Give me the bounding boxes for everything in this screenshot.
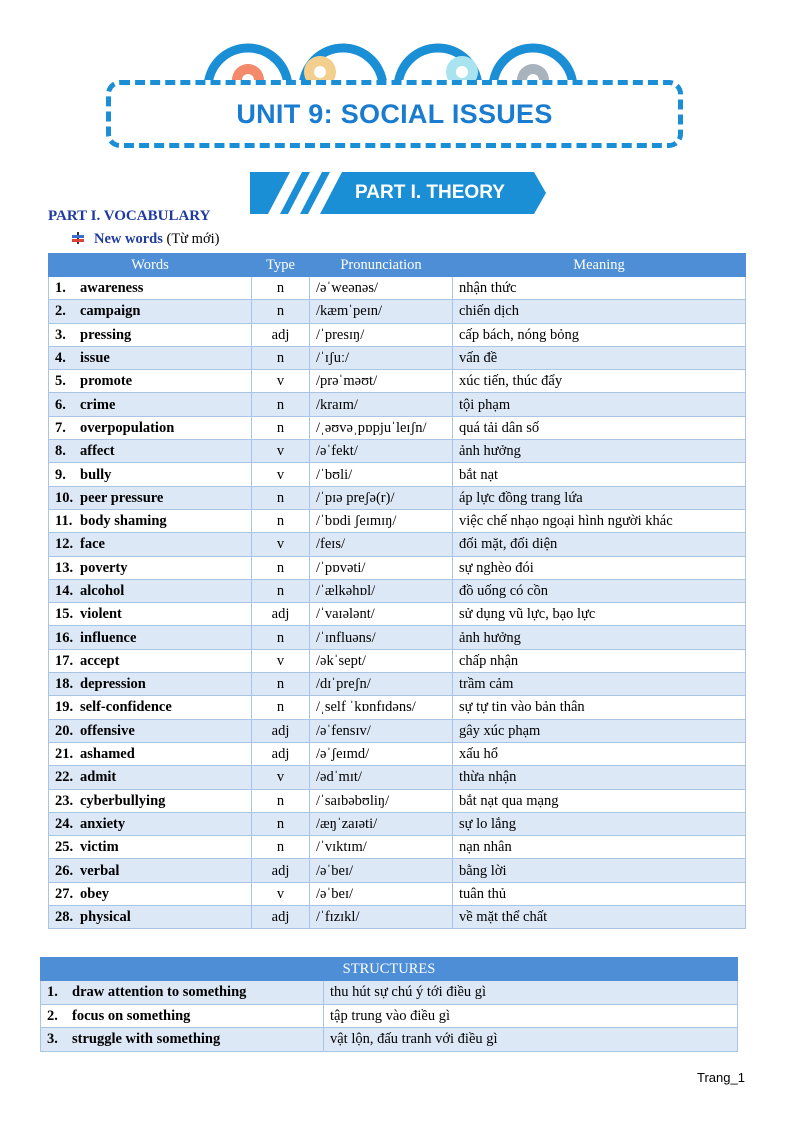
word: affect (80, 443, 115, 460)
word: offensive (80, 722, 135, 739)
word-cell (49, 556, 252, 579)
row-number: 17. (55, 652, 74, 669)
type-cell: n (252, 836, 310, 859)
table-header-row (41, 958, 738, 981)
pronunciation-cell: /əˈfensɪv/ (310, 719, 453, 742)
word-cell (49, 416, 252, 439)
word-cell (49, 486, 252, 509)
word: ashamed (80, 746, 135, 763)
page-number: Trang_1 (697, 1070, 745, 1085)
type-cell: adj (252, 742, 310, 765)
row-number: 15. (55, 606, 74, 623)
type-cell: n (252, 556, 310, 579)
row-number: 5. (55, 373, 66, 390)
table-row (49, 603, 746, 626)
meaning-cell: tội phạm (453, 393, 746, 416)
row-number: 4. (55, 350, 66, 367)
row-number: 1. (47, 984, 58, 1001)
meaning-cell: chiến dịch (453, 300, 746, 323)
word-cell (49, 277, 252, 300)
meaning-cell: vấn đề (453, 346, 746, 369)
word: awareness (80, 280, 144, 297)
table-row (49, 579, 746, 602)
word: cyberbullying (80, 792, 166, 809)
structure-meaning: thu hút sự chú ý tới điều gì (324, 981, 738, 1005)
structure-cell (41, 981, 324, 1005)
meaning-cell: về mặt thể chất (453, 906, 746, 929)
column-header: Meaning (453, 254, 746, 277)
type-cell: n (252, 696, 310, 719)
word: pressing (80, 326, 132, 343)
pronunciation-cell: /ˈvaɪələnt/ (310, 603, 453, 626)
row-number: 18. (55, 676, 74, 693)
meaning-cell: việc chế nhạo ngoại hình người khác (453, 509, 746, 532)
word: bully (80, 466, 112, 483)
word: accept (80, 652, 120, 669)
type-cell: n (252, 346, 310, 369)
row-number: 13. (55, 559, 74, 576)
meaning-cell: sự nghèo đói (453, 556, 746, 579)
structure-phrase: draw attention to something (72, 984, 247, 1001)
meaning-cell: chấp nhận (453, 649, 746, 672)
row-number: 11. (55, 513, 73, 530)
word: poverty (80, 559, 128, 576)
table-row (49, 509, 746, 532)
table-row (49, 812, 746, 835)
table-row (49, 859, 746, 882)
meaning-cell: quá tải dân số (453, 416, 746, 439)
table-row (49, 370, 746, 393)
word-cell (49, 509, 252, 532)
table-row (49, 323, 746, 346)
pronunciation-cell: /əˈbeɪ/ (310, 859, 453, 882)
pronunciation-cell: /ˈfɪzɪkl/ (310, 906, 453, 929)
meaning-cell: bắt nạt (453, 463, 746, 486)
table-row (49, 742, 746, 765)
pronunciation-cell: /ˈpɒvəti/ (310, 556, 453, 579)
word-cell (49, 789, 252, 812)
table-row (49, 277, 746, 300)
row-number: 7. (55, 419, 66, 436)
word-cell (49, 603, 252, 626)
row-number: 6. (55, 396, 66, 413)
structure-cell (41, 1028, 324, 1052)
meaning-cell: nạn nhân (453, 836, 746, 859)
pronunciation-cell: /əˈweənəs/ (310, 277, 453, 300)
table-row (49, 696, 746, 719)
meaning-cell: trầm cảm (453, 673, 746, 696)
meaning-cell: xấu hổ (453, 742, 746, 765)
pronunciation-cell: /feɪs/ (310, 533, 453, 556)
table-row (41, 981, 738, 1005)
type-cell: n (252, 277, 310, 300)
word: overpopulation (80, 419, 175, 436)
type-cell: v (252, 649, 310, 672)
meaning-cell: cấp bách, nóng bỏng (453, 323, 746, 346)
row-number: 3. (55, 326, 66, 343)
word: issue (80, 350, 110, 367)
type-cell: adj (252, 859, 310, 882)
meaning-cell: nhận thức (453, 277, 746, 300)
word-cell (49, 393, 252, 416)
type-cell: v (252, 440, 310, 463)
type-cell: n (252, 416, 310, 439)
word: depression (80, 676, 146, 693)
word-cell (49, 626, 252, 649)
meaning-cell: sự tự tin vào bản thân (453, 696, 746, 719)
word-cell (49, 673, 252, 696)
meaning-cell: sự lo lắng (453, 812, 746, 835)
row-number: 8. (55, 443, 66, 460)
word-cell (49, 836, 252, 859)
pronunciation-cell: /ˈbɒdi ʃeɪmɪŋ/ (310, 509, 453, 532)
structure-cell (41, 1004, 324, 1028)
meaning-cell: ảnh hưởng (453, 626, 746, 649)
pronunciation-cell: /əˈbeɪ/ (310, 882, 453, 905)
word: influence (80, 629, 137, 646)
row-number: 1. (55, 280, 66, 297)
word: body shaming (80, 513, 167, 530)
row-number: 22. (55, 769, 74, 786)
word-cell (49, 300, 252, 323)
pronunciation-cell: /ˌself ˈkɒnfɪdəns/ (310, 696, 453, 719)
pronunciation-cell: /ˈɪʃuː/ (310, 346, 453, 369)
meaning-cell: đồ uống có cồn (453, 579, 746, 602)
type-cell: adj (252, 603, 310, 626)
word-cell (49, 533, 252, 556)
word: alcohol (80, 583, 125, 599)
meaning-cell: ảnh hưởng (453, 440, 746, 463)
word-cell (49, 649, 252, 672)
type-cell: n (252, 393, 310, 416)
type-cell: v (252, 463, 310, 486)
table-row (49, 393, 746, 416)
table-row (49, 882, 746, 905)
pronunciation-cell: /ˈælkəhɒl/ (310, 579, 453, 602)
table-row (49, 836, 746, 859)
table-row (49, 719, 746, 742)
word-cell (49, 463, 252, 486)
row-number: 3. (47, 1031, 58, 1048)
meaning-cell: bắt nạt qua mạng (453, 789, 746, 812)
section-heading: PART I. VOCABULARY (48, 208, 211, 224)
column-header: Type (252, 254, 310, 277)
pronunciation-cell: /ədˈmɪt/ (310, 766, 453, 789)
pronunciation-cell: /əˈfekt/ (310, 440, 453, 463)
word: violent (80, 606, 122, 623)
row-number: 12. (55, 536, 74, 553)
structure-phrase: struggle with something (72, 1031, 221, 1048)
word-cell (49, 859, 252, 882)
page-title: UNIT 9: SOCIAL ISSUES (236, 99, 553, 129)
word-cell (49, 346, 252, 369)
word-cell (49, 440, 252, 463)
table-row (49, 789, 746, 812)
pronunciation-cell: /ˈbʊli/ (310, 463, 453, 486)
pronunciation-cell: /əkˈsept/ (310, 649, 453, 672)
word-cell (49, 906, 252, 929)
row-number: 16. (55, 629, 74, 646)
type-cell: v (252, 766, 310, 789)
type-cell: v (252, 882, 310, 905)
word-cell (49, 719, 252, 742)
type-cell: adj (252, 906, 310, 929)
structures-heading: STRUCTURES (41, 958, 738, 981)
row-number: 25. (55, 839, 74, 856)
meaning-cell: gây xúc phạm (453, 719, 746, 742)
pronunciation-cell: /kraɪm/ (310, 393, 453, 416)
word: victim (80, 839, 119, 856)
word-cell (49, 579, 252, 602)
table-row (49, 463, 746, 486)
word: campaign (80, 303, 141, 320)
word-cell (49, 882, 252, 905)
meaning-cell: sử dụng vũ lực, bạo lực (453, 603, 746, 626)
meaning-cell: xúc tiến, thúc đẩy (453, 370, 746, 393)
word: promote (80, 373, 133, 390)
meaning-cell: đối mặt, đối diện (453, 533, 746, 556)
row-number: 2. (55, 303, 66, 320)
meaning-cell: áp lực đồng trang lứa (453, 486, 746, 509)
pronunciation-cell: /prəˈməʊt/ (310, 370, 453, 393)
pronunciation-cell: /kæmˈpeɪn/ (310, 300, 453, 323)
row-number: 24. (55, 815, 74, 832)
type-cell: n (252, 486, 310, 509)
title-frame (106, 80, 683, 148)
subheading-rest: (Từ mới) (162, 231, 220, 247)
row-number: 20. (55, 722, 74, 739)
vocabulary-table (48, 253, 746, 929)
table-row (49, 533, 746, 556)
column-header: Words (49, 254, 252, 277)
word: self-confidence (80, 699, 172, 716)
table-row (49, 346, 746, 369)
subheading (72, 231, 219, 248)
word: peer pressure (80, 489, 164, 506)
table-row (49, 486, 746, 509)
pronunciation-cell: /ˈpresɪŋ/ (310, 323, 453, 346)
structures-table (40, 957, 738, 1052)
type-cell: adj (252, 323, 310, 346)
row-number: 28. (55, 909, 74, 926)
row-number: 27. (55, 885, 74, 902)
word-cell (49, 696, 252, 719)
meaning-cell: bằng lời (453, 859, 746, 882)
word: admit (80, 769, 117, 786)
type-cell: n (252, 300, 310, 323)
word: anxiety (80, 815, 126, 832)
pronunciation-cell: /æŋˈzaɪəti/ (310, 812, 453, 835)
word: verbal (80, 862, 120, 879)
pronunciation-cell: /ˈsaɪbəbʊliŋ/ (310, 789, 453, 812)
type-cell: n (252, 673, 310, 696)
pronunciation-cell: /əˈʃeɪmd/ (310, 742, 453, 765)
table-row (49, 556, 746, 579)
row-number: 9. (55, 466, 66, 483)
word: crime (80, 396, 116, 413)
pronunciation-cell: /ˈpɪə preʃə(r)/ (310, 486, 453, 509)
table-row (49, 626, 746, 649)
table-row (49, 766, 746, 789)
type-cell: adj (252, 719, 310, 742)
word-cell (49, 812, 252, 835)
word: physical (80, 909, 131, 926)
row-number: 26. (55, 862, 74, 879)
type-cell: n (252, 509, 310, 532)
word-cell (49, 370, 252, 393)
table-row (41, 1028, 738, 1052)
column-header: Pronunciation (310, 254, 453, 277)
row-number: 21. (55, 746, 74, 763)
type-cell: v (252, 370, 310, 393)
type-cell: n (252, 579, 310, 602)
table-row (49, 440, 746, 463)
table-row (41, 1004, 738, 1028)
type-cell: n (252, 789, 310, 812)
row-number: 10. (55, 489, 74, 506)
subheading-bold: New words (94, 231, 163, 247)
table-row (49, 300, 746, 323)
table-header-row (49, 254, 746, 277)
structure-phrase: focus on something (72, 1007, 191, 1024)
structure-meaning: vật lộn, đấu tranh với điều gì (324, 1028, 738, 1052)
row-number: 14. (55, 583, 74, 599)
structure-meaning: tập trung vào điều gì (324, 1004, 738, 1028)
word: obey (80, 885, 109, 902)
word: face (80, 536, 105, 553)
pronunciation-cell: /ˌəʊvəˌpɒpjuˈleɪʃn/ (310, 416, 453, 439)
pronunciation-cell: /ˈvɪktɪm/ (310, 836, 453, 859)
type-cell: n (252, 812, 310, 835)
pronunciation-cell: /ˈɪnfluəns/ (310, 626, 453, 649)
pronunciation-cell: /dɪˈpreʃn/ (310, 673, 453, 696)
row-number: 2. (47, 1007, 58, 1024)
table-row (49, 906, 746, 929)
row-number: 23. (55, 792, 74, 809)
word-cell (49, 742, 252, 765)
meaning-cell: tuân thủ (453, 882, 746, 905)
banner-label: PART I. THEORY (355, 182, 505, 203)
type-cell: v (252, 533, 310, 556)
table-row (49, 673, 746, 696)
table-row (49, 649, 746, 672)
word-cell (49, 766, 252, 789)
row-number: 19. (55, 699, 74, 716)
word-cell (49, 323, 252, 346)
type-cell: n (252, 626, 310, 649)
meaning-cell: thừa nhận (453, 766, 746, 789)
table-row (49, 416, 746, 439)
bullet-icon (72, 232, 84, 244)
